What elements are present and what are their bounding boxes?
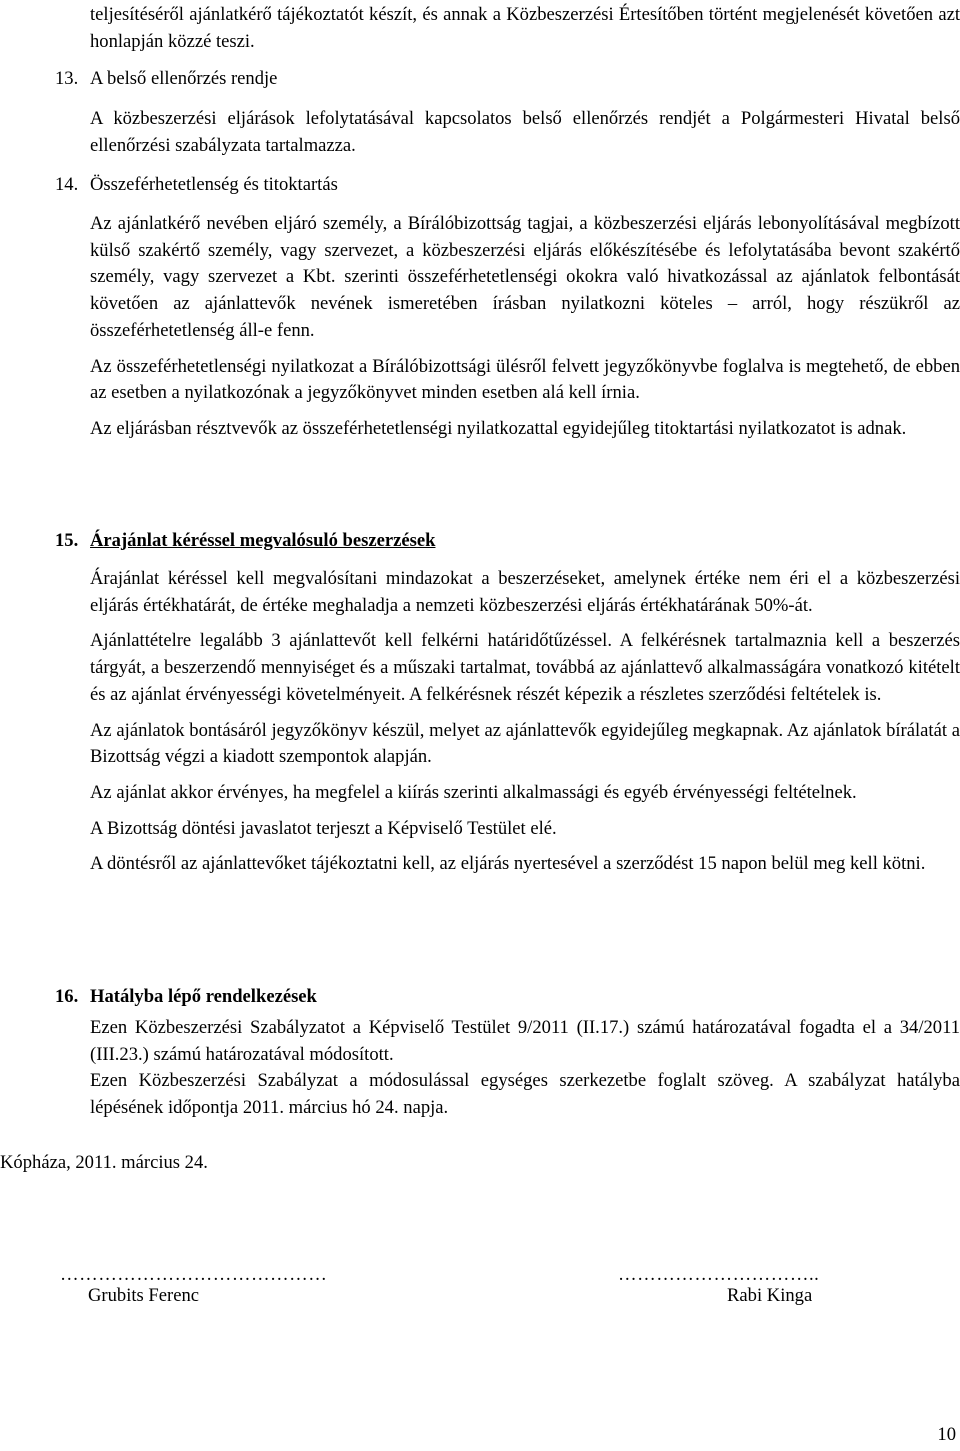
section-title: Összeférhetetlenség és titoktartás — [90, 174, 338, 195]
paragraph: Ajánlattételre legalább 3 ajánlattevőt kell felkérni határidőtűzéssel. A felkérésnek tartalmaznia kell a beszerzés tárgyát, a beszerzendő mennyiséget és a műszaki tartalmat, továbbá az ajánlattevő alkalmasságára vonatkozó kitételt és az ajánlat érvényességi követelményeit. A felkérésnek részét képezik a részletes szerződési feltételek is. — [90, 630, 960, 705]
section-15-body — [90, 566, 960, 878]
paragraph: A közbeszerzési eljárások lefolytatásával kapcsolatos belső ellenőrzés rendjét a Polgármesteri Hivatal belső ellenőrzési szabályzata tartalmazza. — [90, 108, 960, 156]
paragraph: teljesítéséről ajánlatkérő tájékoztatót készít, és annak a Közbeszerzési Értesítőben történt megjelenését követően azt honlapján közzé teszi. — [90, 4, 960, 52]
paragraph: Az ajánlat akkor érvényes, ha megfelel a kiírás szerinti alkalmassági és egyéb érvényességi feltételnek. — [90, 781, 857, 803]
section-title: Hatályba lépő rendelkezések — [90, 986, 317, 1007]
signature-line-left: …………………………………… — [60, 1264, 328, 1285]
place-date: Kópháza, 2011. március 24. — [0, 1152, 208, 1173]
section-number: 14. — [55, 174, 79, 195]
section-number: 13. — [55, 68, 79, 89]
section-16-body — [90, 1015, 960, 1122]
section-15-heading — [55, 528, 935, 555]
section-14-heading — [55, 172, 935, 199]
signature-line-right: ………………………….. — [618, 1264, 820, 1285]
paragraph: Az ajánlatok bontásáról jegyzőkönyv készül, melyet az ajánlattevők egyidejűleg megkapnak. Az ajánlatok bírálatát a Bizottság végzi a kiadott szempontok alapján. — [90, 719, 960, 768]
paragraph-continuation — [90, 2, 960, 55]
section-13-heading — [55, 66, 935, 93]
section-16-heading — [55, 984, 935, 1011]
paragraph: Az összeférhetetlenségi nyilatkozat a Bírálóbizottsági ülésről felvett jegyzőkönyvbe foglalva is megtehető, de ebben az esetben a nyilatkozónak a jegyzőkönyvet minden esetben alá kell írnia. — [90, 355, 960, 404]
paragraph: Ezen Közbeszerzési Szabályzatot a Képviselő Testület 9/2011 (II.17.) számú határozatával fogadta el a 34/2011 (III.23.) számú határozatával módosított. — [90, 1017, 960, 1065]
section-13-body — [90, 106, 960, 159]
paragraph: A döntésről az ajánlattevőket tájékoztatni kell, az eljárás nyertesével a szerződést 15 napon belül meg kell kötni. — [90, 853, 926, 875]
paragraph: Az eljárásban résztvevők az összeférhetetlenségi nyilatkozattal egyidejűleg titoktartási nyilatkozatot is adnak. — [90, 417, 907, 439]
signatory-right-name: Rabi Kinga — [727, 1285, 813, 1306]
paragraph: A Bizottság döntési javaslatot terjeszt a Képviselő Testület elé. — [90, 817, 557, 839]
section-title: Árajánlat kéréssel megvalósuló beszerzések — [90, 530, 436, 551]
section-title: A belső ellenőrzés rendje — [90, 68, 278, 89]
section-number: 16. — [55, 986, 79, 1007]
page-number: 10 — [937, 1424, 956, 1445]
signatory-left-name: Grubits Ferenc — [88, 1285, 200, 1306]
section-14-body — [90, 211, 960, 443]
paragraph: Ezen Közbeszerzési Szabályzat a módosulással egységes szerkezetbe foglalt szöveg. A szabályzat hatályba lépésének időpontja 2011. március hó 24. napja. — [90, 1070, 960, 1119]
paragraph: Árajánlat kéréssel kell megvalósítani mindazokat a beszerzéseket, amelynek értéke nem éri el a közbeszerzési eljárás értékhatárát, de értéke meghaladja a nemzeti közbeszerzési eljárás értékhatárának 50%-át. — [90, 568, 960, 616]
section-number: 15. — [55, 530, 79, 551]
paragraph: Az ajánlatkérő nevében eljáró személy, a Bírálóbizottság tagjai, a közbeszerzési eljárás lebonyolításával megbízott külső szakértő személy, vagy szervezet, a közbeszerzési eljárás előkészítésébe és lefolytatásába bevont szakértő személy, vagy szervezet a Kbt. szerinti összeférhetetlenségi okokra való hivatkozással az ajánlatok felbontását követően az ajánlattevők nevének ismeretében írásban nyilatkozni köteles – arról, hogy részükről az összeférhetetlenség áll-e fenn. — [90, 213, 960, 341]
